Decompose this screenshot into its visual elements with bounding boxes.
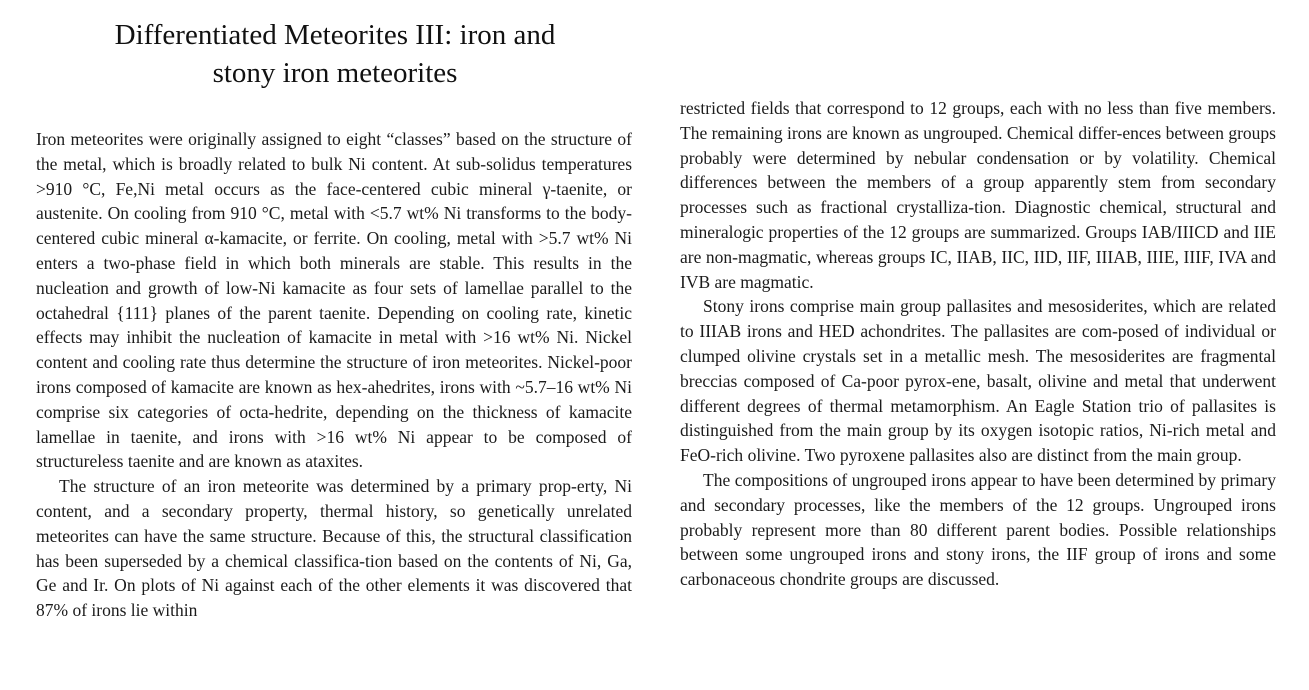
text-line: Stony irons comprise main group pallasites and mesosiderites, which [703, 296, 1202, 317]
text-line: tion. Diagnostic chemical, structural and mineralogic properties of the 12 [680, 197, 1276, 242]
paragraph [680, 294, 1276, 468]
text-line: or ferrite. On cooling, metal with >5.7 wt% Ni enters a two-phase field in [36, 228, 632, 273]
text-line: by primary and secondary processes, like the members of the 12 groups. [680, 469, 1276, 515]
text-line: The structure of an iron meteorite was determined by a primary prop- [59, 476, 577, 497]
text-line: Possible relationships between some ungrouped irons and stony irons, [680, 519, 1277, 565]
text-line: tion based on the contents of Ni, Ga, Ge and Ir. On plots of Ni against [36, 550, 632, 596]
text-line: solidus temperatures >910 °C, Fe,Ni metal occurs as the face-centered [36, 153, 633, 199]
text-line: unrelated meteorites can have the same structure. Because of this, the [36, 500, 632, 546]
text-line: <5.7 wt% Ni transforms to the body-centered cubic mineral α-kamacite, [36, 203, 632, 249]
text-line: ences between groups probably were determined by nebular condensation [680, 122, 1276, 168]
paragraph [36, 474, 632, 623]
text-line: and are known as ataxites. [178, 451, 364, 472]
text-line: the main group by its oxygen isotopic ratios, Ni-rich metal and FeO-rich [680, 420, 1277, 466]
text-line: metamorphism. An Eagle Station trio of pallasites is distinguished from [680, 395, 1276, 441]
text-line: discussed. [927, 569, 1000, 590]
text-line: structural classification has been superseded by a chemical classifica- [36, 525, 632, 571]
text-line: or by volatility. Chemical differences between the members of a group [680, 147, 1276, 193]
text-line: The mesosiderites are fragmental breccias composed of Ca-poor pyrox- [680, 345, 1277, 391]
paragraph [680, 468, 1276, 592]
text-line: meteorites. Nickel-poor irons composed of kamacite are known as hex- [36, 352, 632, 397]
text-line: hedrite, depending on the thickness of kamacite lamellae in taenite, and [36, 401, 632, 447]
text-line: The compositions of ungrouped irons appear to have been determined [703, 469, 1199, 490]
paragraph [36, 127, 632, 474]
text-line: ene, basalt, olivine and metal that underwent different degrees of thermal [680, 370, 1277, 416]
text-line: of low-Ni kamacite as four sets of lamellae parallel to the octahedral [36, 277, 633, 323]
text-line: erty, Ni content, and a secondary property, thermal history, so genetically [36, 476, 633, 521]
paragraph [680, 96, 1276, 294]
text-line: Ungrouped irons probably represent more than 80 different parent bodies. [680, 494, 1276, 540]
text-line: cubic mineral γ-taenite, or austenite. On cooling from 910 °C, metal with [36, 178, 632, 224]
title-line-1: Differentiated Meteorites III: iron and [114, 19, 556, 51]
text-line: Iron meteorites were originally assigned to eight “classes” based on the [36, 129, 551, 149]
text-line: groups are summarized. Groups IAB/IIICD and IIE are non-magmatic, [680, 221, 1276, 267]
text-line: whereas groups IC, IIAB, IIC, IID, IIF, IIIAB, IIIE, IIIF, IVA and IVB [680, 246, 1277, 292]
text-line: are magmatic. [714, 271, 814, 292]
text-line: structure of the metal, which is broadly related to bulk Ni content. At sub- [36, 129, 632, 174]
text-line: Ni. Nickel content and cooling rate thus determine the structure of iron [36, 327, 632, 373]
title-line-2: stony iron meteorites [212, 57, 458, 89]
text-line: restricted fields that correspond to 12 groups, each with no less than five [680, 98, 1208, 118]
text-line: ahedrites, irons with ~5.7–16 wt% Ni comprise six categories of octa- [36, 376, 632, 422]
text-line: olivine. Two pyroxene pallasites also are distinct from the main group. [747, 445, 1242, 466]
text-line: irons with >16 wt% Ni appear to be composed of structureless taenite [36, 426, 632, 472]
text-line: posed of individual or clumped olivine crystals set in a metallic mesh. [680, 321, 1277, 366]
text-line: {111} planes of the parent taenite. Depending on cooling rate, kinetic [116, 302, 632, 323]
page-title [40, 16, 630, 92]
text-line: which both minerals are stable. This results in the nucleation and growth [36, 252, 633, 298]
text-line: each of the other elements it was discovered that 87% of irons lie within [36, 575, 632, 621]
text-line: members. The remaining irons are known as ungrouped. Chemical differ- [680, 98, 1276, 143]
left-column [36, 127, 632, 623]
right-column [680, 96, 1276, 592]
text-line: are related to IIIAB irons and HED achondrites. The pallasites are com- [680, 296, 1276, 342]
text-line: apparently stem from secondary processes such as fractional crystalliza- [680, 172, 1276, 218]
text-line: the IIF group of irons and some carbonaceous chondrite groups are [680, 544, 1276, 590]
text-line: effects may inhibit the nucleation of kamacite in metal with >16 wt% [36, 327, 557, 348]
